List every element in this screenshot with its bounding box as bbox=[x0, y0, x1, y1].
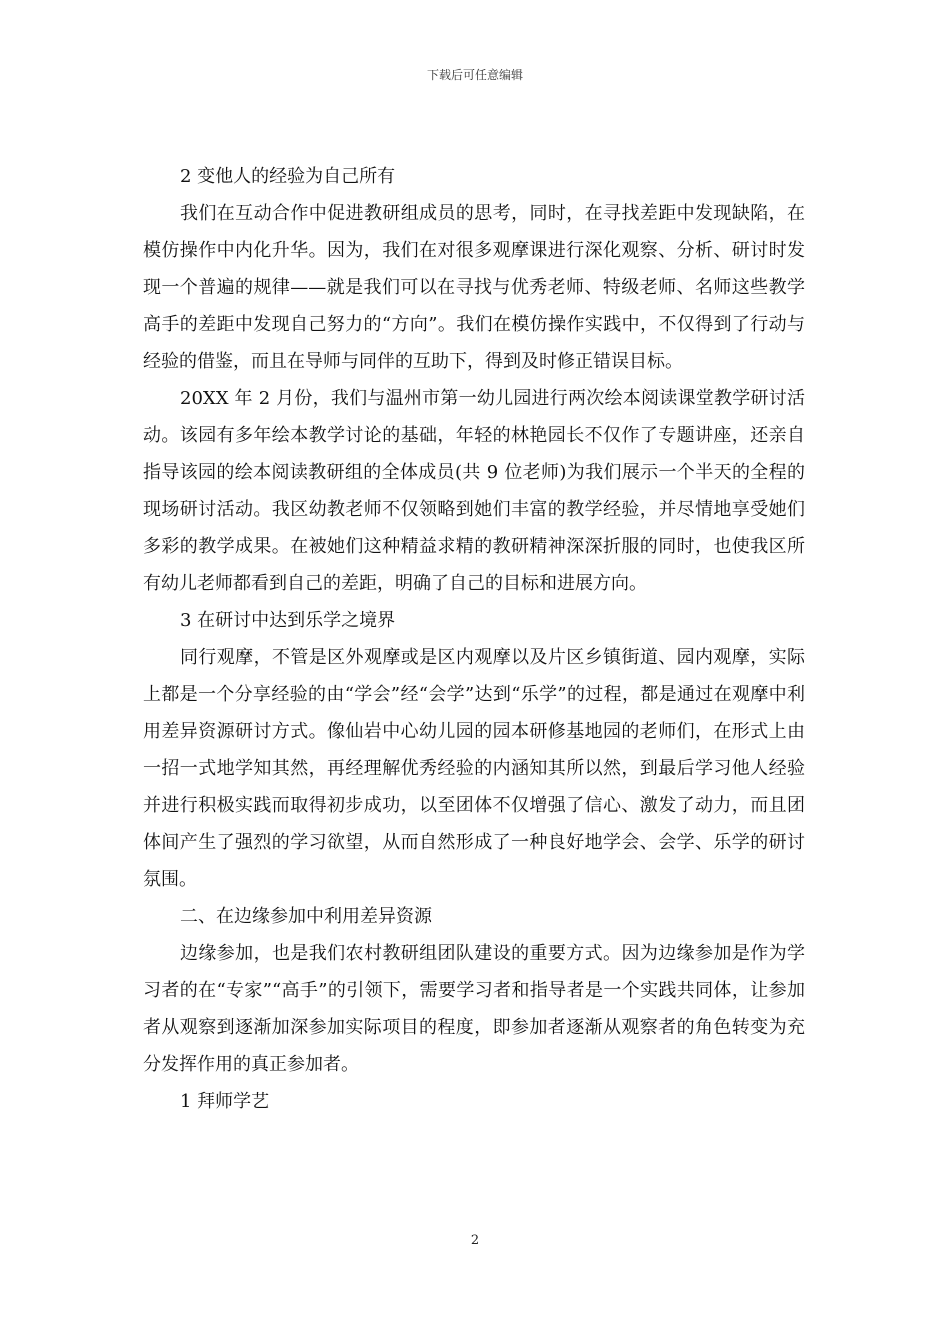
page-number: 2 bbox=[470, 1233, 480, 1248]
paragraph: 20XX 年 2 月份，我们与温州市第一幼儿园进行两次绘本阅读课堂教学研讨活动。该园有多年绘本教学讨论的基础，年轻的林艳园长不仅作了专题讲座，还亲自指导该园的绘本阅读教研组的全体成员(共 9 位老师)为我们展示一个半天的全程的现场研讨活动。我区幼教老师不仅领略到她们丰富的教学经验，并尽情地享受她们多彩的教学成果。在被她们这种精益求精的教研精神深深折服的同时，也使我区所有幼儿老师都看到自己的差距，明确了自己的目标和进展方向。 bbox=[143, 388, 805, 594]
section-heading: 二、在边缘参加中利用差异资源 bbox=[180, 906, 432, 927]
document-body bbox=[143, 158, 805, 1120]
section-heading: 3 在研讨中达到乐学之境界 bbox=[180, 610, 396, 631]
paragraph: 同行观摩，不管是区外观摩或是区内观摩以及片区乡镇街道、园内观摩，实际上都是一个分享经验的由“学会”经“会学”达到“乐学”的过程，都是通过在观摩中利用差异资源研讨方式。像仙岩中心幼儿园的园本研修基地园的老师们，在形式上由一招一式地学知其然，再经理解优秀经验的内涵知其所以然，到最后学习他人经验并进行积极实践而取得初步成功，以至团体不仅增强了信心、激发了动力，而且团体间产生了强烈的学习欲望，从而自然形成了一种良好地学会、会学、乐学的研讨氛围。 bbox=[143, 647, 805, 890]
paragraph: 我们在互动合作中促进教研组成员的思考，同时，在寻找差距中发现缺陷，在模仿操作中内化升华。因为，我们在对很多观摩课进行深化观察、分析、研讨时发现一个普遍的规律——就是我们可以在寻找与优秀老师、特级老师、名师这些教学高手的差距中发现自己努力的“方向”。我们在模仿操作实践中，不仅得到了行动与经验的借鉴，而且在导师与同伴的互助下，得到及时修正错误目标。 bbox=[143, 203, 805, 372]
section-heading: 2 变他人的经验为自己所有 bbox=[180, 166, 396, 187]
paragraph: 边缘参加，也是我们农村教研组团队建设的重要方式。因为边缘参加是作为学习者的在“专家”“高手”的引领下，需要学习者和指导者是一个实践共同体，让参加者从观察到逐渐加深参加实际项目的程度，即参加者逐渐从观察者的角色转变为充分发挥作用的真正参加者。 bbox=[143, 943, 805, 1075]
page-header: 下载后可任意编辑 bbox=[426, 68, 523, 82]
section-heading: 1 拜师学艺 bbox=[180, 1091, 270, 1112]
